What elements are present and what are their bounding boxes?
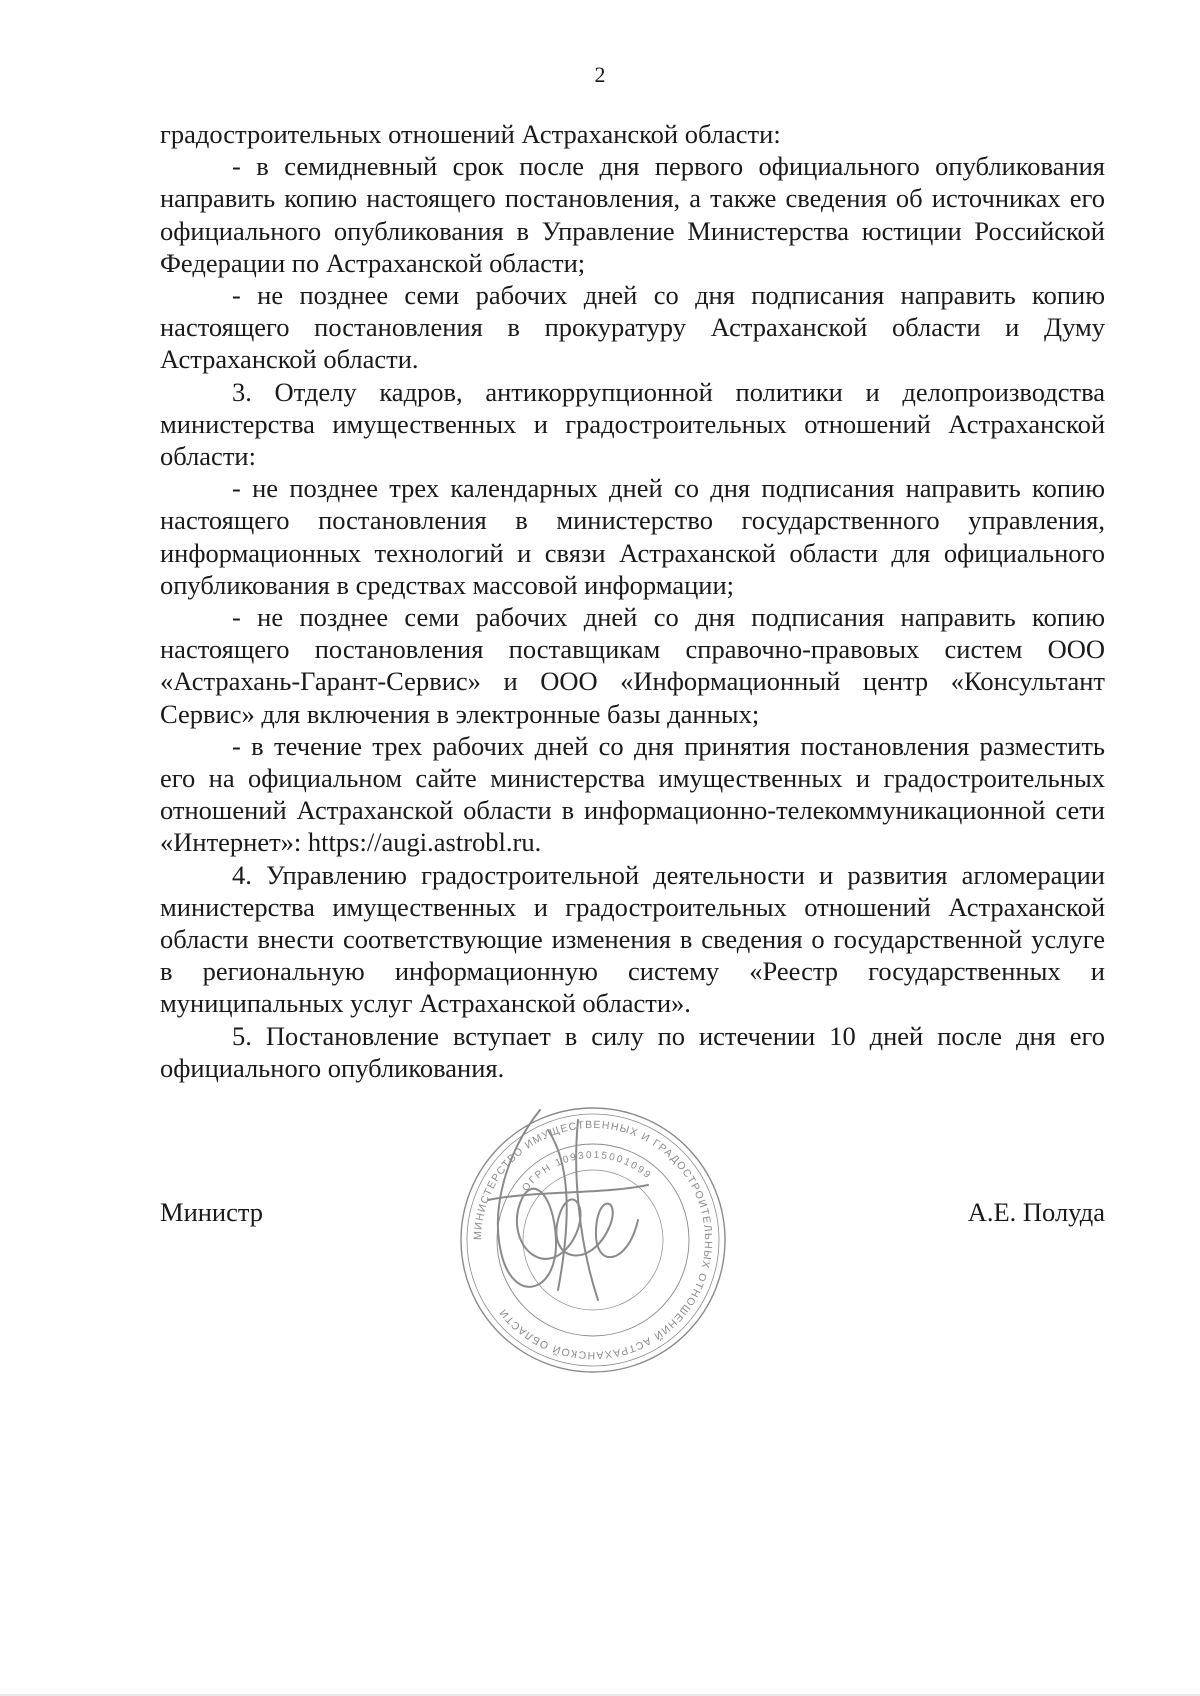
paragraph-6: - в течение трех рабочих дней со дня принятия постановления разместить его на официальном сайте министерства имущественных и градостроительных отношений Астраханской области в информационно-телекоммуникационной сети «Интернет»: https://augi.astrobl.ru. [160, 730, 1105, 858]
paragraph-4: - не позднее трех календарных дней со дня подписания направить копию настоящего постановления в министерство государственного управления, информационных технологий и связи Астраханской области для официального опубликования в средствах массовой информации; [160, 473, 1105, 600]
paragraph-7: 4. Управлению градостроительной деятельности и развития агломерации министерства имущественных и градостроительных отношений Астраханской области внести соответствующие изменения в сведения о государственной услуге в региональную информационную систему «Реестр государственных и муниципальных услуг Астраханской области». [160, 859, 1105, 1019]
seal-inner-textpath: ОГРН 1093015001099 [520, 1149, 654, 1194]
seal-outer-textpath: МИНИСТЕРСТВО ИМУЩЕСТВЕННЫХ И ГРАДОСТРОИТЕЛЬНЫХ ОТНОШЕНИЙ АСТРАХАНСКОЙ ОБЛАСТИ [471, 1118, 715, 1362]
paragraph-2: - не позднее семи рабочих дней со дня подписания направить копию настоящего постановления в прокуратуру Астраханской области и Думу Астраханской области. [160, 280, 1105, 375]
seal-inner-ring [497, 1144, 689, 1336]
paragraph-0: градостроительных отношений Астраханской области: [160, 119, 781, 149]
official-seal-with-signature [448, 1090, 738, 1380]
signer-name: А.Е. Полуда [967, 1197, 1105, 1227]
signer-position: Министр [160, 1197, 264, 1227]
seal-icon [448, 1090, 738, 1380]
paragraph-8: 5. Постановление вступает в силу по истечении 10 дней после дня его официального опубликования. [160, 1020, 1105, 1083]
document-body [160, 118, 1105, 1084]
paragraph-1: - в семидневный срок после дня первого официального опубликования направить копию настоящего постановления, а также сведения об источниках его официального опубликования в Управление Министерства юстиции Российской Федерации по Астраханской области; [160, 151, 1105, 278]
handwritten-signature [488, 1110, 648, 1300]
paragraph-5: - не позднее семи рабочих дней со дня подписания направить копию настоящего постановления поставщикам справочно-правовых систем ООО «Астрахань-Гарант-Сервис» и ООО «Информационный центр «Консультант Сервис» для включения в электронные базы данных; [160, 602, 1105, 729]
page-number: 2 [594, 62, 606, 87]
seal-outer-ring [461, 1108, 725, 1372]
paragraph-3: 3. Отделу кадров, антикоррупционной политики и делопроизводства министерства имущественных и градостроительных отношений Астраханской области: [160, 376, 1105, 472]
